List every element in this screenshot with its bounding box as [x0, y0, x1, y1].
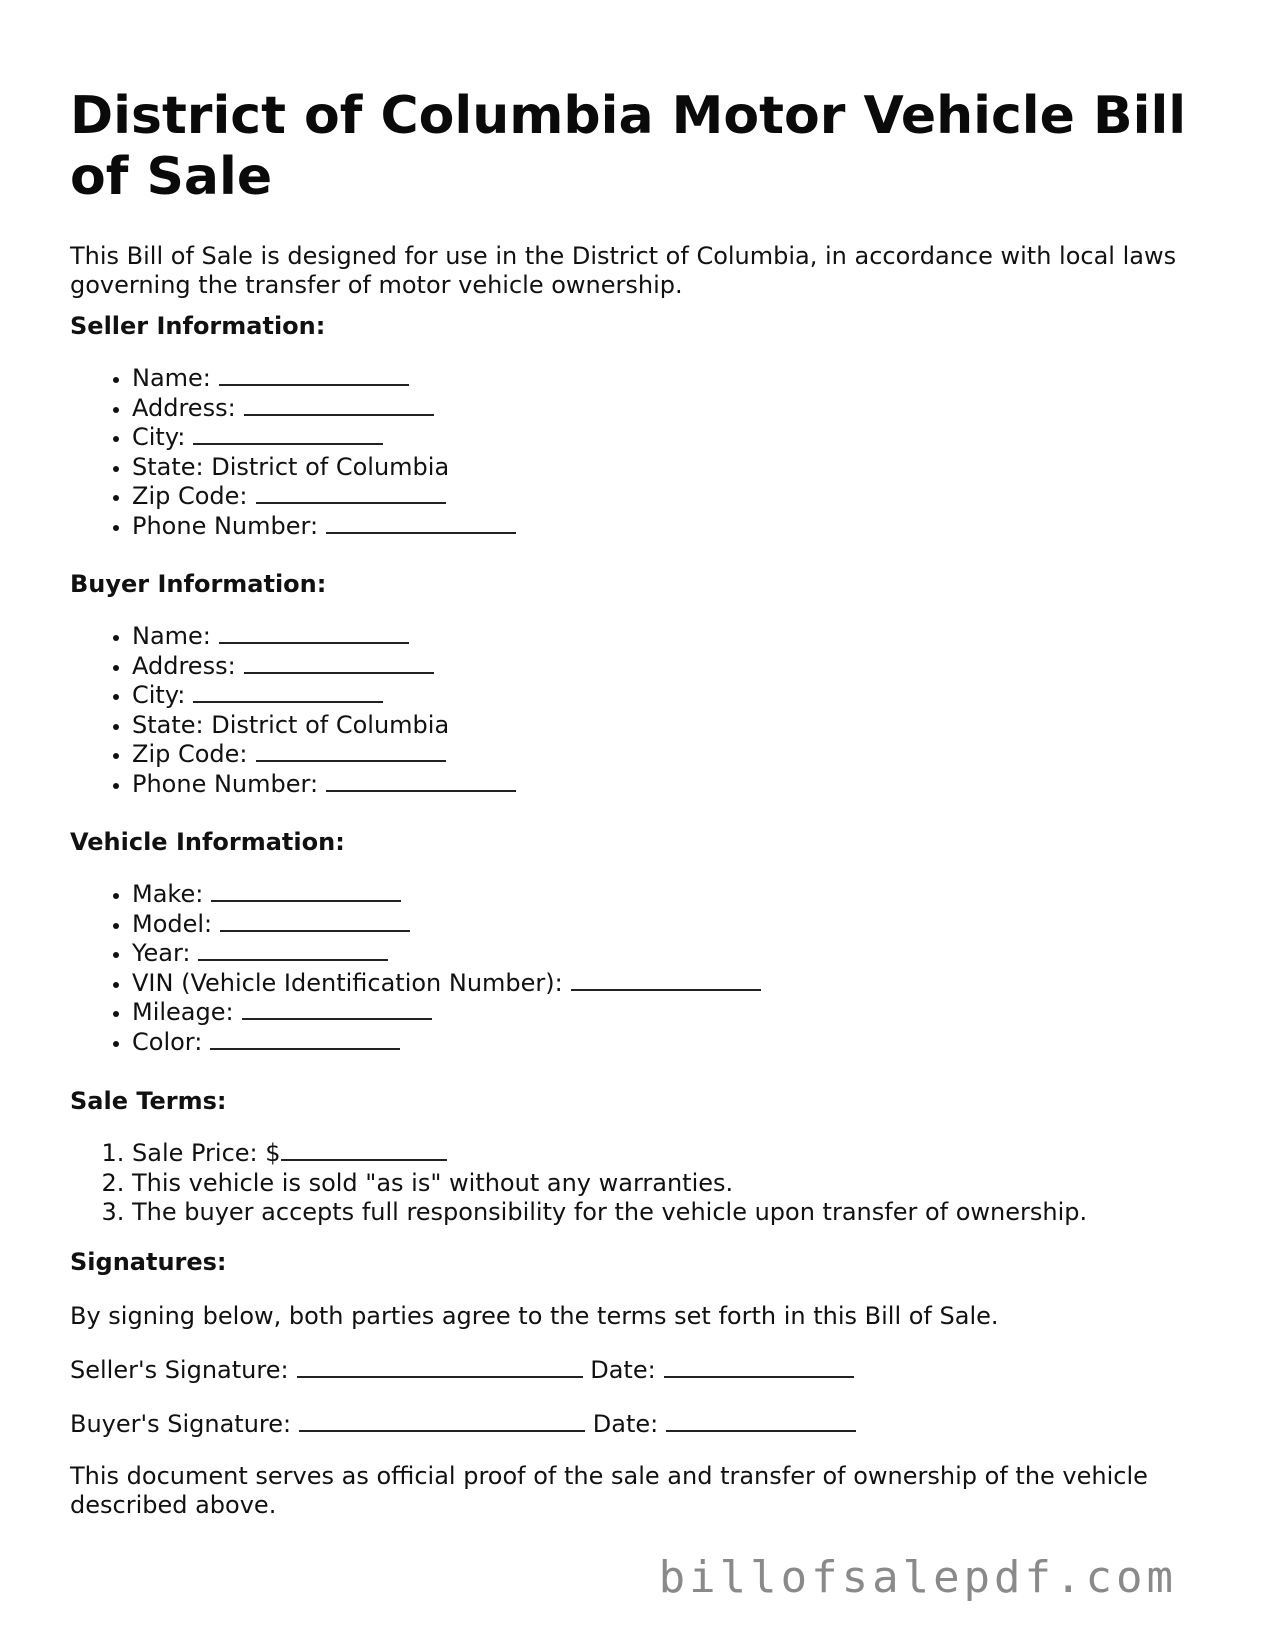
vehicle-make-label: Make: — [132, 880, 204, 908]
vehicle-color-label: Color: — [132, 1027, 203, 1056]
buyer-name-field[interactable] — [219, 622, 409, 644]
vehicle-model-item — [132, 910, 761, 940]
seller-state-item — [132, 453, 516, 483]
vehicle-year-item — [132, 939, 761, 969]
seller-name-item — [132, 364, 516, 394]
vehicle-year-label: Year: — [132, 939, 191, 968]
responsibility-term: 3. The buyer accepts full responsibility for the vehicle upon transfer of ownership. — [132, 1198, 1087, 1228]
sale-price-label: Sale Price: $ — [132, 1139, 281, 1167]
intro-paragraph: This Bill of Sale is designed for use in the District of Columbia, in accordance with local laws governing the transfer of motor vehicle ownership. — [70, 242, 1177, 299]
seller-heading: Seller Information: — [70, 312, 326, 340]
buyer-city-field[interactable] — [193, 681, 383, 703]
sale-terms-list — [70, 1139, 1087, 1228]
buyer-state-label: State: District of Columbia — [132, 710, 450, 739]
vehicle-year-field[interactable] — [198, 939, 388, 961]
buyer-address-label: Address: — [132, 651, 236, 680]
buyer-state-item — [132, 711, 516, 741]
buyer-city-label: City: — [132, 681, 186, 710]
seller-signature-field[interactable] — [297, 1356, 583, 1378]
buyer-zip-item — [132, 740, 516, 770]
sale-terms-heading: Sale Terms: — [70, 1087, 227, 1115]
vehicle-vin-item — [132, 969, 761, 999]
vehicle-make-field[interactable] — [211, 880, 401, 902]
seller-name-field[interactable] — [219, 364, 409, 386]
vehicle-mileage-label: Mileage: — [132, 998, 234, 1027]
buyer-name-label: Name: — [132, 622, 211, 650]
buyer-heading: Buyer Information: — [70, 570, 327, 598]
vehicle-mileage-item — [132, 998, 761, 1028]
seller-address-item — [132, 394, 516, 424]
signatures-heading: Signatures: — [70, 1248, 227, 1276]
vehicle-make-item — [132, 880, 761, 910]
seller-date-label: Date: — [590, 1356, 656, 1384]
seller-zip-label: Zip Code: — [132, 482, 248, 511]
seller-city-item — [132, 423, 516, 453]
seller-state-label: State: District of Columbia — [132, 452, 450, 481]
site-watermark: billofsalepdf.com — [658, 1552, 1177, 1603]
seller-address-label: Address: — [132, 393, 236, 422]
buyer-signature-field[interactable] — [299, 1410, 585, 1432]
seller-signature-label: Seller's Signature: — [70, 1356, 289, 1384]
buyer-field-list — [70, 622, 516, 800]
seller-zip-item — [132, 482, 516, 512]
buyer-phone-field[interactable] — [326, 770, 516, 792]
seller-address-field[interactable] — [244, 394, 434, 416]
buyer-signature-line — [70, 1410, 856, 1439]
buyer-zip-field[interactable] — [256, 740, 446, 762]
seller-zip-field[interactable] — [256, 482, 446, 504]
vehicle-heading: Vehicle Information: — [70, 828, 345, 856]
seller-name-label: Name: — [132, 364, 211, 392]
vehicle-model-label: Model: — [132, 909, 213, 938]
buyer-name-item — [132, 622, 516, 652]
seller-signature-line — [70, 1356, 854, 1385]
sale-price-field[interactable] — [281, 1139, 447, 1161]
vehicle-vin-field[interactable] — [571, 969, 761, 991]
buyer-zip-label: Zip Code: — [132, 740, 248, 769]
seller-date-field[interactable] — [664, 1356, 854, 1378]
as-is-term: 2. This vehicle is sold "as is" without any warranties. — [132, 1169, 1087, 1199]
buyer-date-field[interactable] — [666, 1410, 856, 1432]
buyer-address-field[interactable] — [244, 652, 434, 674]
sale-price-item — [132, 1139, 1087, 1169]
vehicle-model-field[interactable] — [220, 910, 410, 932]
vehicle-color-field[interactable] — [210, 1028, 400, 1050]
buyer-address-item — [132, 652, 516, 682]
buyer-signature-label: Buyer's Signature: — [70, 1410, 292, 1438]
seller-city-label: City: — [132, 423, 186, 452]
buyer-phone-item — [132, 770, 516, 800]
seller-field-list — [70, 364, 516, 542]
buyer-phone-label: Phone Number: — [132, 769, 319, 798]
vehicle-color-item — [132, 1028, 761, 1058]
vehicle-field-list — [70, 880, 761, 1058]
buyer-date-label: Date: — [592, 1410, 659, 1438]
closing-paragraph: This document serves as official proof of the sale and transfer of ownership of the vehicle described above. — [70, 1462, 1148, 1519]
vehicle-mileage-field[interactable] — [242, 998, 432, 1020]
signature-statement: By signing below, both parties agree to the terms set forth in this Bill of Sale. — [70, 1302, 999, 1330]
buyer-city-item — [132, 681, 516, 711]
seller-phone-item — [132, 512, 516, 542]
seller-city-field[interactable] — [193, 423, 383, 445]
seller-phone-label: Phone Number: — [132, 511, 319, 540]
seller-phone-field[interactable] — [326, 512, 516, 534]
vehicle-vin-label: VIN (Vehicle Identification Number): — [132, 968, 563, 997]
page-title: District of Columbia Motor Vehicle Bill of Sale — [70, 86, 1187, 207]
